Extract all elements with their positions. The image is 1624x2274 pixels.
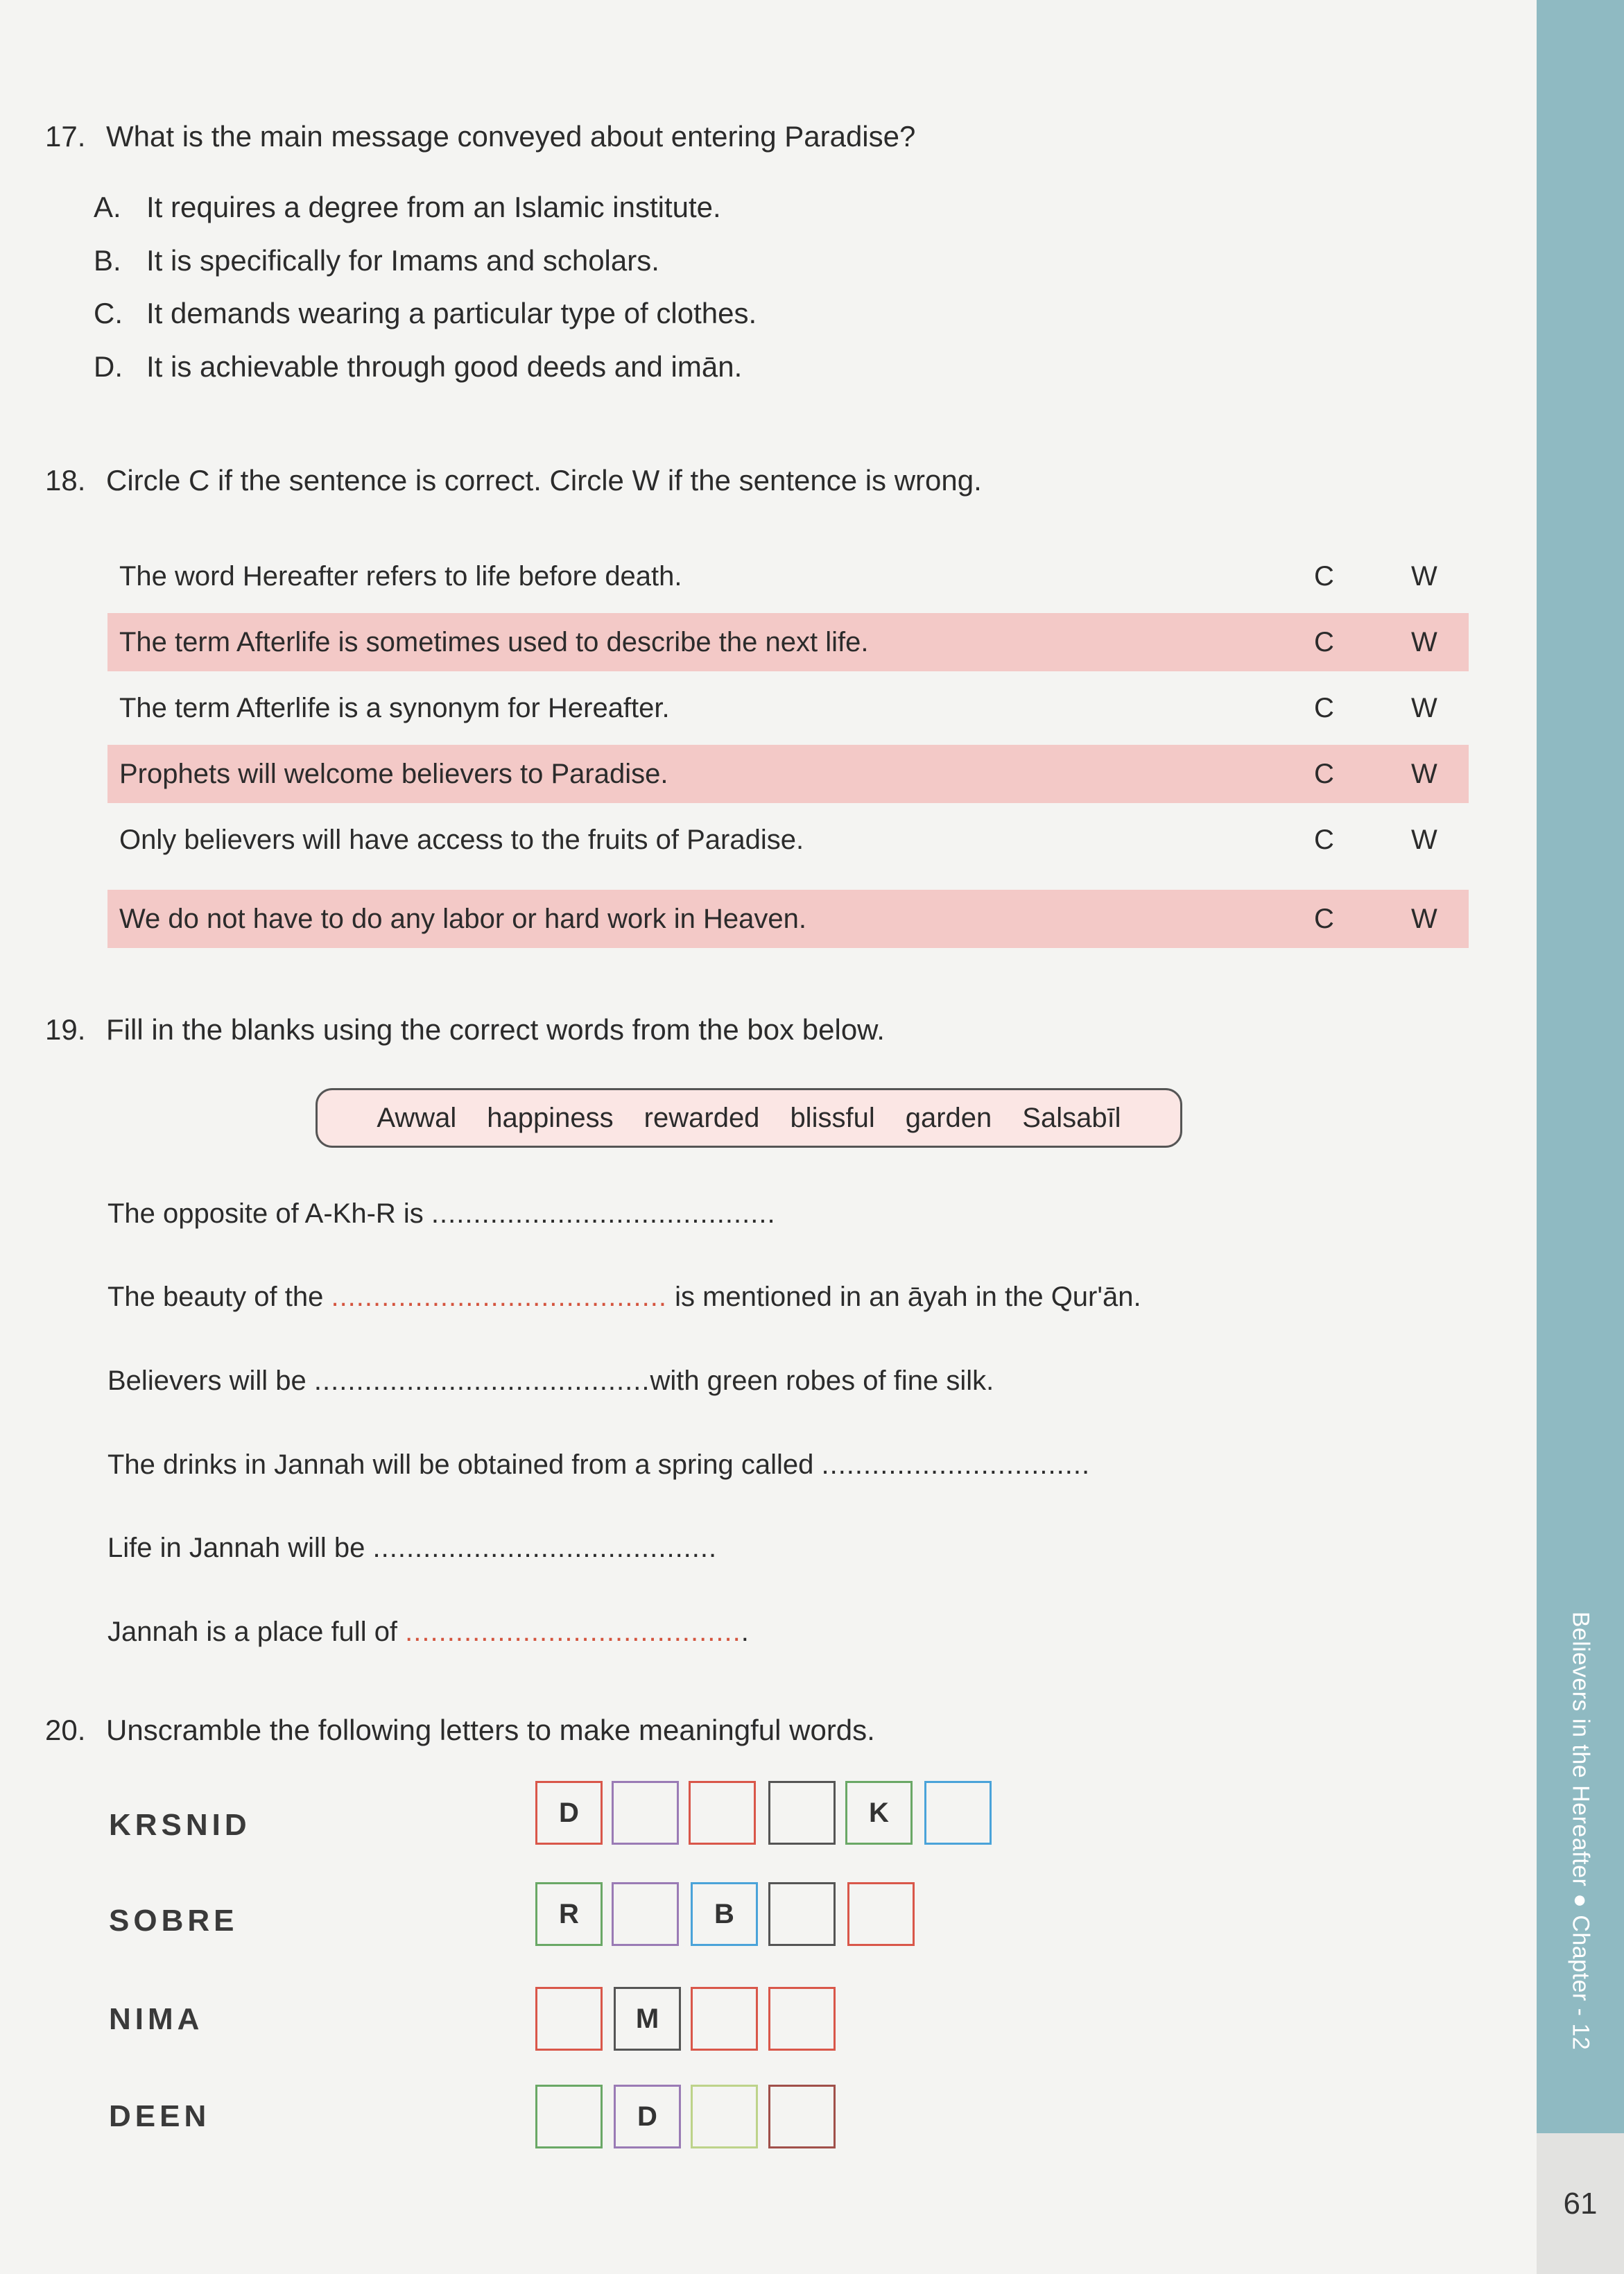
tf-row: [107, 745, 1469, 803]
correct-option[interactable]: C: [1314, 904, 1334, 934]
letter-box[interactable]: [768, 1781, 836, 1845]
fill-blank-sentence: [107, 1447, 1089, 1482]
tf-row: [107, 613, 1469, 671]
word-bank-item: Salsabīl: [1022, 1102, 1121, 1133]
letter-box[interactable]: [847, 1882, 915, 1946]
tf-sentence: The term Afterlife is a synonym for Hereafter.: [119, 693, 670, 723]
blank-field[interactable]: ........................................: [431, 1198, 768, 1229]
tf-sentence: The term Afterlife is sometimes used to describe the next life.: [119, 627, 869, 657]
blank-field[interactable]: ........................................: [331, 1282, 667, 1312]
letter-box[interactable]: [535, 1987, 603, 2051]
correct-option[interactable]: C: [1314, 693, 1334, 723]
tf-sentence: Only believers will have access to the fruits of Paradise.: [119, 825, 804, 855]
tf-row: [107, 890, 1469, 948]
wrong-option[interactable]: W: [1411, 904, 1437, 934]
fill-blank-sentence: [107, 1531, 716, 1565]
blank-field[interactable]: ........................................: [313, 1366, 650, 1396]
letter-box[interactable]: B: [691, 1882, 758, 1946]
word-bank-item: happiness: [487, 1102, 614, 1133]
scrambled-word: DEEN: [109, 2099, 211, 2133]
letter-box[interactable]: [612, 1882, 679, 1946]
scrambled-word: KRSNID: [109, 1808, 251, 1842]
fill-blank-sentence: [107, 1614, 749, 1649]
correct-option[interactable]: C: [1314, 561, 1334, 592]
letter-box[interactable]: [612, 1781, 679, 1845]
tf-sentence: Prophets will welcome believers to Paradise.: [119, 759, 668, 789]
letter-box[interactable]: [535, 2085, 603, 2148]
word-bank-item: rewarded: [643, 1102, 760, 1133]
question-text: Fill in the blanks using the correct words from the box below.: [106, 1013, 885, 1046]
option-text: It is achievable through good deeds and imān.: [146, 350, 743, 383]
option-text: It demands wearing a particular type of clothes.: [146, 297, 757, 329]
sentence-end: .: [709, 1533, 717, 1563]
letter-box[interactable]: D: [535, 1781, 603, 1845]
sentence-end: .: [1081, 1449, 1090, 1480]
sentence-start: The beauty of the: [107, 1282, 324, 1312]
option-letter: A.: [94, 191, 121, 223]
fill-blank-sentence: [107, 1363, 994, 1398]
tf-row: [107, 547, 1469, 605]
letter-box[interactable]: K: [845, 1781, 913, 1845]
question-text: Unscramble the following letters to make meaningful words.: [106, 1714, 875, 1746]
fill-blank-sentence: [107, 1280, 1141, 1314]
question-number: 17.: [45, 120, 86, 153]
word-bank-item: garden: [905, 1102, 992, 1133]
tf-row: [107, 679, 1469, 737]
sentence-start: Believers will be: [107, 1366, 306, 1396]
option-letter: B.: [94, 244, 121, 277]
letter-box[interactable]: D: [614, 2085, 681, 2148]
wrong-option[interactable]: W: [1411, 627, 1437, 657]
tf-sentence: We do not have to do any labor or hard work in Heaven.: [119, 904, 806, 934]
letter-box[interactable]: R: [535, 1882, 603, 1946]
letter-box[interactable]: [924, 1781, 992, 1845]
question-number: 20.: [45, 1714, 86, 1746]
scrambled-word: SOBRE: [109, 1904, 239, 1938]
sentence-start: The opposite of A-Kh-R is: [107, 1198, 424, 1229]
sentence-end: is mentioned in an āyah in the Qur'ān.: [675, 1282, 1141, 1312]
page-number: 61: [1537, 2133, 1624, 2274]
letter-box[interactable]: [768, 2085, 836, 2148]
fill-blank-sentence: [107, 1196, 775, 1231]
correct-option[interactable]: C: [1314, 759, 1334, 789]
correct-option[interactable]: C: [1314, 627, 1334, 657]
sentence-start: Jannah is a place full of: [107, 1617, 398, 1647]
sentence-start: Life in Jannah will be: [107, 1533, 365, 1563]
wrong-option[interactable]: W: [1411, 693, 1437, 723]
blank-field[interactable]: ...............................: [821, 1449, 1082, 1480]
sentence-end: .: [767, 1198, 775, 1229]
option-letter: C.: [94, 297, 123, 329]
sentence-start: The drinks in Jannah will be obtained from a spring called: [107, 1449, 814, 1480]
option-letter: D.: [94, 350, 123, 383]
correct-option[interactable]: C: [1314, 825, 1334, 855]
blank-field[interactable]: ........................................: [372, 1533, 709, 1563]
letter-box[interactable]: [689, 1781, 756, 1845]
option-text: It requires a degree from an Islamic institute.: [146, 191, 721, 223]
wrong-option[interactable]: W: [1411, 561, 1437, 592]
sentence-end: with green robes of fine silk.: [650, 1366, 994, 1396]
word-bank: [316, 1088, 1182, 1148]
blank-field[interactable]: ........................................: [405, 1617, 741, 1647]
scrambled-word: NIMA: [109, 2002, 204, 2036]
question-text: What is the main message conveyed about entering Paradise?: [106, 120, 916, 153]
word-bank-item: Awwal: [377, 1102, 457, 1133]
tf-row: [107, 811, 1469, 869]
sentence-end: .: [741, 1617, 749, 1647]
wrong-option[interactable]: W: [1411, 759, 1437, 789]
letter-box[interactable]: [768, 1882, 836, 1946]
option-text: It is specifically for Imams and scholars.: [146, 244, 659, 277]
wrong-option[interactable]: W: [1411, 825, 1437, 855]
question-number: 19.: [45, 1013, 86, 1046]
running-title: Believers in the Hereafter ● Chapter - 12: [1567, 1611, 1594, 2051]
letter-box[interactable]: M: [614, 1987, 681, 2051]
question-number: 18.: [45, 464, 86, 497]
question-text: Circle C if the sentence is correct. Circle W if the sentence is wrong.: [106, 464, 982, 497]
letter-box[interactable]: [691, 1987, 758, 2051]
letter-box[interactable]: [768, 1987, 836, 2051]
letter-box[interactable]: [691, 2085, 758, 2148]
word-bank-item: blissful: [790, 1102, 875, 1133]
tf-sentence: The word Hereafter refers to life before death.: [119, 561, 682, 592]
